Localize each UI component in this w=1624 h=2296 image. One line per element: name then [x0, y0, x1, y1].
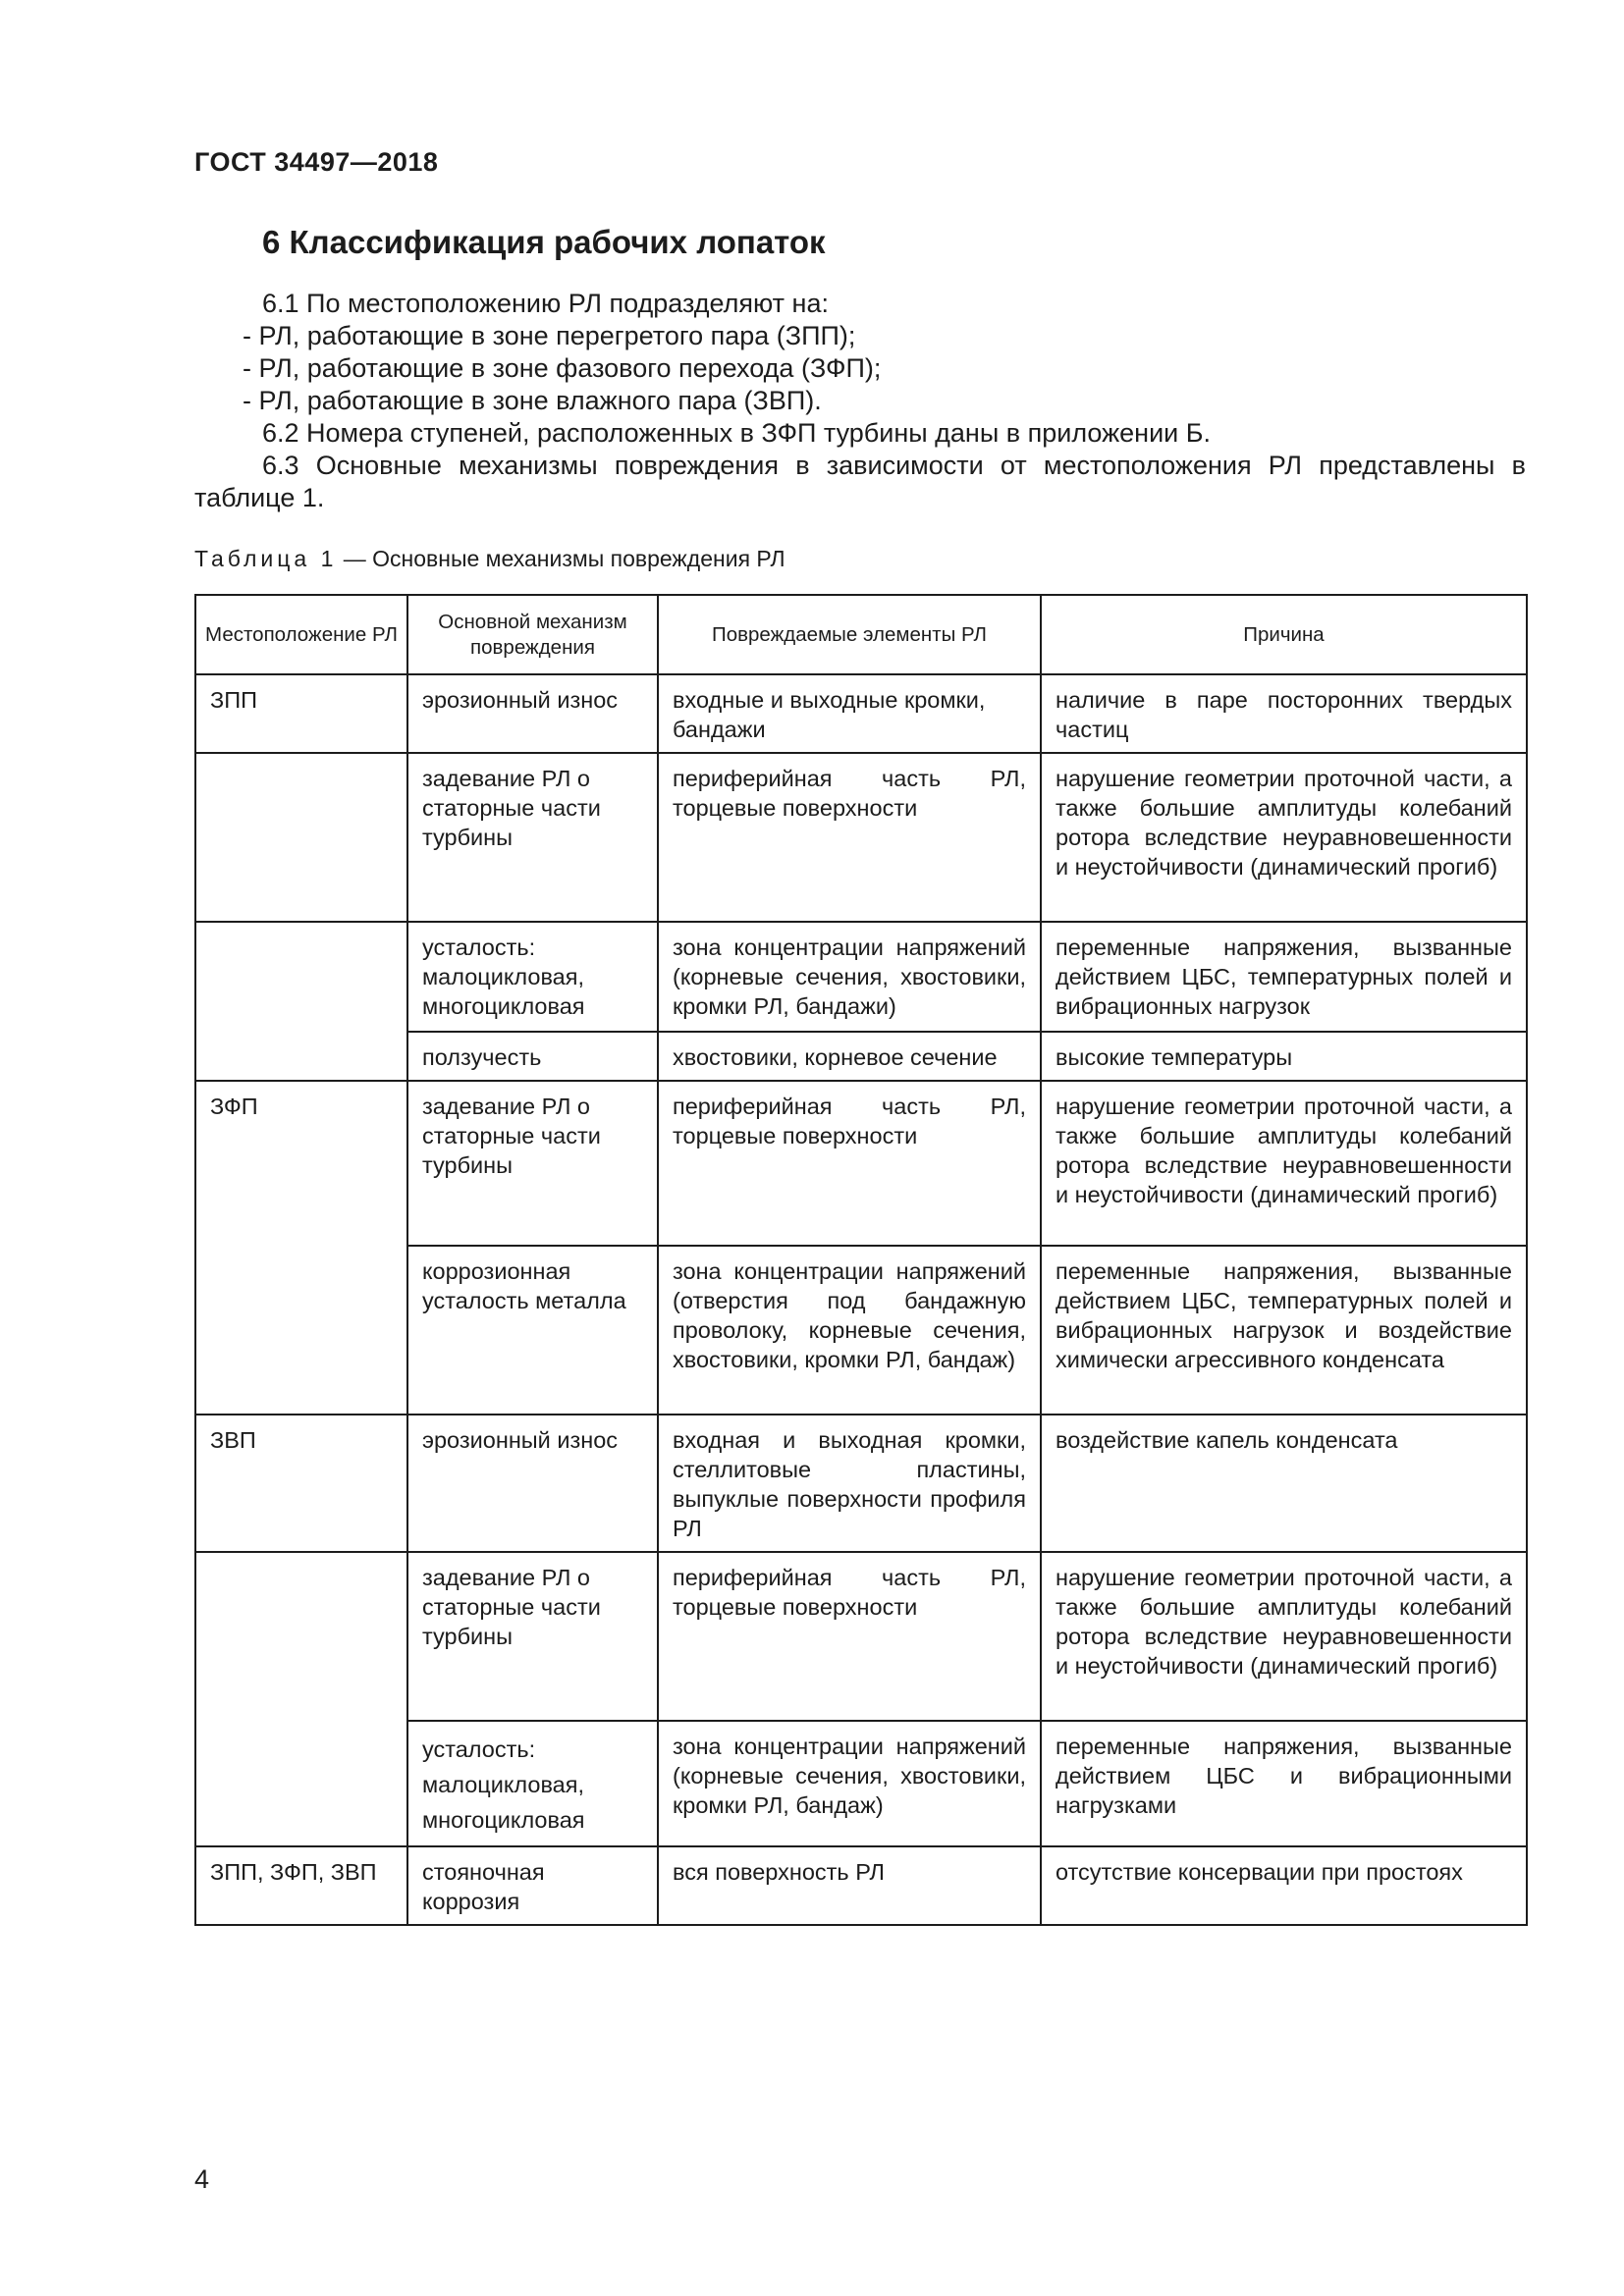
cell-cause: переменные напряжения, вызванные действием ЦБС, температурных полей и вибрационных нагрузок и воздействие химически агрессивного конденсата	[1041, 1246, 1527, 1415]
cell-mechanism: эрозионный износ	[407, 1415, 658, 1552]
table-row	[195, 1552, 1527, 1721]
table-row	[195, 753, 1527, 922]
table-caption	[194, 546, 785, 572]
paragraph-6-1: 6.1 По местоположению РЛ подразделяют на:	[262, 289, 829, 318]
damage-mechanisms-table	[194, 594, 1528, 1926]
cell-elements: периферийная часть РЛ, торцевые поверхности	[658, 753, 1041, 922]
table-caption-title: — Основные механизмы повреждения РЛ	[337, 546, 785, 571]
cell-location: ЗПП	[195, 674, 407, 753]
table-row	[195, 1846, 1527, 1925]
paragraph-6-3-line1: 6.3 Основные механизмы повреждения в зависимости от местоположения РЛ представлены в	[262, 451, 1526, 480]
cell-cause: воздействие капель конденсата	[1041, 1415, 1527, 1552]
cell-mechanism: эрозионный износ	[407, 674, 658, 753]
header-location: Местоположение РЛ	[195, 595, 407, 674]
cell-mechanism: усталость: малоцикловая, многоцикловая	[407, 1721, 658, 1846]
cell-elements: входная и выходная кромки, стеллитовые пластины, выпуклые поверхности профиля РЛ	[658, 1415, 1041, 1552]
cell-elements: периферийная часть РЛ, торцевые поверхности	[658, 1081, 1041, 1246]
section-heading: 6 Классификация рабочих лопаток	[262, 224, 826, 260]
cell-elements: вся поверхность РЛ	[658, 1846, 1041, 1925]
cell-mechanism: задевание РЛ о статорные части турбины	[407, 753, 658, 922]
cell-mechanism: ползучесть	[407, 1032, 658, 1081]
cell-cause: переменные напряжения, вызванные действием ЦБС, температурных полей и вибрационных нагрузок	[1041, 922, 1527, 1032]
cell-mechanism: стояночная коррозия	[407, 1846, 658, 1925]
cell-cause: наличие в паре посторонних твердых частиц	[1041, 674, 1527, 753]
cell-location: ЗВП	[195, 1415, 407, 1552]
header-elements: Повреждаемые элементы РЛ	[658, 595, 1041, 674]
cell-mechanism: задевание РЛ о статорные части турбины	[407, 1552, 658, 1721]
table-row	[195, 1415, 1527, 1552]
cell-location	[195, 753, 407, 922]
cell-mechanism: усталость: малоцикловая, многоцикловая	[407, 922, 658, 1032]
cell-cause: переменные напряжения, вызванные действием ЦБС и вибрационными нагрузками	[1041, 1721, 1527, 1846]
document-header: ГОСТ 34497—2018	[194, 147, 439, 177]
cell-elements: зона концентрации напряжений (корневые сечения, хвостовики, кромки РЛ, бандаж)	[658, 1721, 1041, 1846]
cell-elements: входные и выходные кромки, бандажи	[658, 674, 1041, 753]
table-header-row	[195, 595, 1527, 674]
cell-elements: зона концентрации напряжений (отверстия под бандажную проволоку, корневые сечения, хвостовики, кромки РЛ, бандаж)	[658, 1246, 1041, 1415]
cell-mechanism: коррозионная усталость металла	[407, 1246, 658, 1415]
table-row	[195, 922, 1527, 1032]
bullet-zfp: - РЛ, работающие в зоне фазового перехода (ЗФП);	[243, 353, 882, 383]
cell-cause: нарушение геометрии проточной части, а также большие амплитуды колебаний ротора вследствие неуравновешенности и неустойчивости (динамический прогиб)	[1041, 1552, 1527, 1721]
header-cause: Причина	[1041, 595, 1527, 674]
cell-elements: периферийная часть РЛ, торцевые поверхности	[658, 1552, 1041, 1721]
bullet-zpp: - РЛ, работающие в зоне перегретого пара (ЗПП);	[243, 321, 856, 350]
header-mechanism: Основной механизм повреждения	[407, 595, 658, 674]
bullet-zvp: - РЛ, работающие в зоне влажного пара (ЗВП).	[243, 386, 822, 415]
cell-cause: нарушение геометрии проточной части, а также большие амплитуды колебаний ротора вследствие неуравновешенности и неустойчивости (динамический прогиб)	[1041, 1081, 1527, 1246]
cell-location	[195, 922, 407, 1081]
table-row	[195, 1081, 1527, 1246]
cell-cause: высокие температуры	[1041, 1032, 1527, 1081]
cell-location: ЗПП, ЗФП, ЗВП	[195, 1846, 407, 1925]
cell-elements: хвостовики, корневое сечение	[658, 1032, 1041, 1081]
cell-mechanism: задевание РЛ о статорные части турбины	[407, 1081, 658, 1246]
table-row	[195, 674, 1527, 753]
table-caption-label: Таблица 1	[194, 546, 338, 571]
cell-cause: отсутствие консервации при простоях	[1041, 1846, 1527, 1925]
paragraph-6-3-line2: таблице 1.	[194, 483, 325, 512]
cell-elements: зона концентрации напряжений (корневые сечения, хвостовики, кромки РЛ, бандажи)	[658, 922, 1041, 1032]
page-number: 4	[194, 2164, 210, 2194]
cell-location	[195, 1552, 407, 1846]
cell-cause: нарушение геометрии проточной части, а также большие амплитуды колебаний ротора вследствие неуравновешенности и неустойчивости (динамический прогиб)	[1041, 753, 1527, 922]
cell-location: ЗФП	[195, 1081, 407, 1415]
paragraph-6-2: 6.2 Номера ступеней, расположенных в ЗФП турбины даны в приложении Б.	[262, 418, 1211, 448]
